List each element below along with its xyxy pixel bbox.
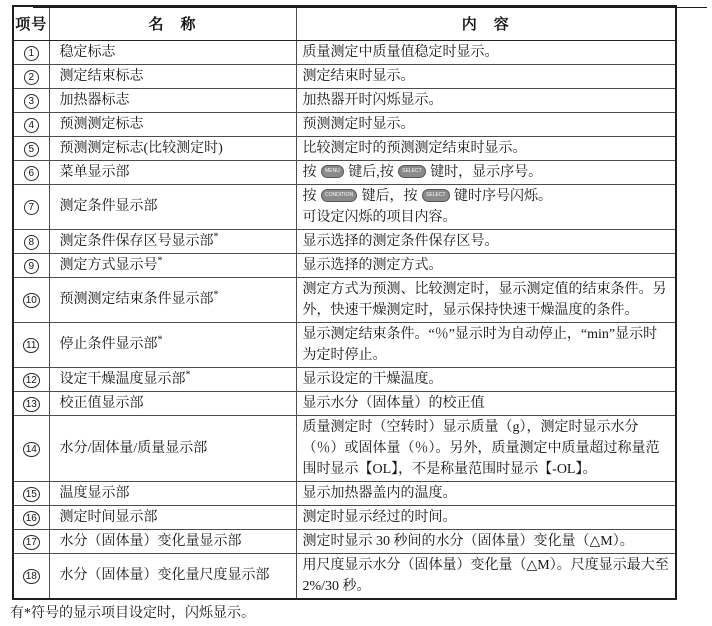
asterisk-marker: *	[185, 368, 191, 380]
page-top-rule	[33, 7, 707, 8]
item-content-cell: 显示水分（固体量）的校正值	[296, 391, 676, 415]
table-row	[13, 505, 676, 529]
table-row	[13, 40, 676, 64]
item-number-cell	[13, 40, 49, 64]
circled-number: 12	[23, 373, 40, 388]
asterisk-marker: *	[157, 334, 163, 346]
circled-number: 1	[24, 46, 39, 61]
select-key-icon: SELECT	[422, 189, 449, 202]
item-content-cell: 测定结束时显示。	[296, 64, 676, 88]
item-content-cell: 质量测定时（空转时）显示质量（g），测定时显示水分（％）或固体量（％）。另外，质量测定中质量超过称量范围时显示【OL】，不是称量范围时显示【-OL】。	[296, 415, 676, 481]
table-row	[13, 136, 676, 160]
item-name-cell: 测定方式显示号*	[49, 253, 296, 277]
table-row	[13, 253, 676, 277]
item-number-cell	[13, 184, 49, 229]
item-name-cell: 水分（固体量）变化量尺度显示部	[49, 553, 296, 599]
table-row	[13, 277, 676, 322]
circled-number: 4	[24, 118, 39, 133]
item-name-cell: 设定干燥温度显示部*	[49, 367, 296, 391]
item-name-cell: 测定时间显示部	[49, 505, 296, 529]
circled-number: 10	[23, 293, 40, 308]
item-name-cell: 预测测定标志(比较测定时)	[49, 136, 296, 160]
circled-number: 2	[24, 70, 39, 85]
item-name-cell: 测定结束标志	[49, 64, 296, 88]
item-content-cell: 显示设定的干燥温度。	[296, 367, 676, 391]
item-name-cell: 温度显示部	[49, 481, 296, 505]
asterisk-marker: *	[213, 230, 219, 242]
item-number-cell	[13, 322, 49, 367]
circled-number: 5	[24, 142, 39, 157]
header-item-no: 项号	[13, 6, 49, 40]
item-number-cell	[13, 277, 49, 322]
item-name-cell: 稳定标志	[49, 40, 296, 64]
item-name-cell: 菜单显示部	[49, 160, 296, 184]
table-row	[13, 160, 676, 184]
item-content-cell: 预测测定时显示。	[296, 112, 676, 136]
item-number-cell	[13, 367, 49, 391]
asterisk-marker: *	[213, 289, 219, 301]
table-row	[13, 415, 676, 481]
circled-number: 13	[23, 397, 40, 412]
item-content-cell: 显示测定结束条件。“％”显示时为自动停止，“min”显示时为定时停止。	[296, 322, 676, 367]
menu-key-icon: MENU	[321, 165, 344, 178]
header-name: 名 称	[49, 6, 296, 40]
circled-number: 7	[24, 200, 39, 215]
circled-number: 9	[24, 259, 39, 274]
item-content-cell: 测定方式为预测、比较测定时，显示测定值的结束条件。另外，快速干燥测定时，显示保持快速干燥温度的条件。	[296, 277, 676, 322]
circled-number: 18	[23, 569, 40, 584]
circled-number: 11	[23, 338, 39, 353]
item-name-cell: 水分/固体量/质量显示部	[49, 415, 296, 481]
circled-number: 16	[23, 511, 40, 526]
condition-key-icon: CONDITION	[321, 189, 357, 202]
display-items-table	[12, 5, 677, 600]
item-name-cell: 预测测定标志	[49, 112, 296, 136]
item-content-cell: 显示选择的测定条件保存区号。	[296, 229, 676, 253]
table-row	[13, 391, 676, 415]
table-row	[13, 64, 676, 88]
table-row	[13, 322, 676, 367]
table-row	[13, 481, 676, 505]
footnote: 有*符号的显示项目设定时，闪烁显示。	[10, 605, 255, 621]
circled-number: 15	[23, 487, 40, 502]
table-row	[13, 184, 676, 229]
table-row	[13, 529, 676, 553]
item-name-cell: 校正值显示部	[49, 391, 296, 415]
item-name-cell: 预测测定结束条件显示部*	[49, 277, 296, 322]
table-row	[13, 367, 676, 391]
item-content-cell: 加热器开时闪烁显示。	[296, 88, 676, 112]
item-name-cell: 加热器标志	[49, 88, 296, 112]
item-number-cell	[13, 88, 49, 112]
item-name-cell: 水分（固体量）变化量显示部	[49, 529, 296, 553]
item-number-cell	[13, 529, 49, 553]
item-number-cell	[13, 505, 49, 529]
circled-number: 17	[23, 535, 40, 550]
item-number-cell	[13, 112, 49, 136]
item-number-cell	[13, 160, 49, 184]
circled-number: 3	[24, 94, 39, 109]
item-content-cell: 测定时显示经过的时间。	[296, 505, 676, 529]
item-content-cell: 按 MENU 键后,按 SELECT 键时，显示序号。	[296, 160, 676, 184]
table-row	[13, 88, 676, 112]
item-number-cell	[13, 481, 49, 505]
table-header	[13, 6, 676, 40]
circled-number: 6	[24, 166, 39, 181]
item-number-cell	[13, 253, 49, 277]
circled-number: 8	[24, 235, 39, 250]
table-row	[13, 229, 676, 253]
item-number-cell	[13, 229, 49, 253]
item-number-cell	[13, 64, 49, 88]
item-content-cell: 质量测定中质量值稳定时显示。	[296, 40, 676, 64]
item-name-cell: 测定条件保存区号显示部*	[49, 229, 296, 253]
item-name-cell: 测定条件显示部	[49, 184, 296, 229]
item-content-cell: 显示加热器盖内的温度。	[296, 481, 676, 505]
table-row	[13, 112, 676, 136]
table-row	[13, 553, 676, 599]
item-number-cell	[13, 553, 49, 599]
select-key-icon: SELECT	[398, 165, 425, 178]
item-content-cell: 用尺度显示水分（固体量）变化量（△M）。尺度显示最大至 2%/30 秒。	[296, 553, 676, 599]
item-number-cell	[13, 415, 49, 481]
item-content-cell: 按 CONDITION 键后，按 SELECT 键时序号闪烁。 可设定闪烁的项目内容。	[296, 184, 676, 229]
header-content: 内 容	[296, 6, 676, 40]
item-name-cell: 停止条件显示部*	[49, 322, 296, 367]
item-number-cell	[13, 391, 49, 415]
item-content-cell: 显示选择的测定方式。	[296, 253, 676, 277]
item-content-cell: 测定时显示 30 秒间的水分（固体量）变化量（△M）。	[296, 529, 676, 553]
circled-number: 14	[23, 442, 40, 457]
asterisk-marker: *	[157, 254, 163, 266]
header-row	[13, 6, 676, 40]
item-number-cell	[13, 136, 49, 160]
item-content-cell: 比较测定时的预测测定结束时显示。	[296, 136, 676, 160]
